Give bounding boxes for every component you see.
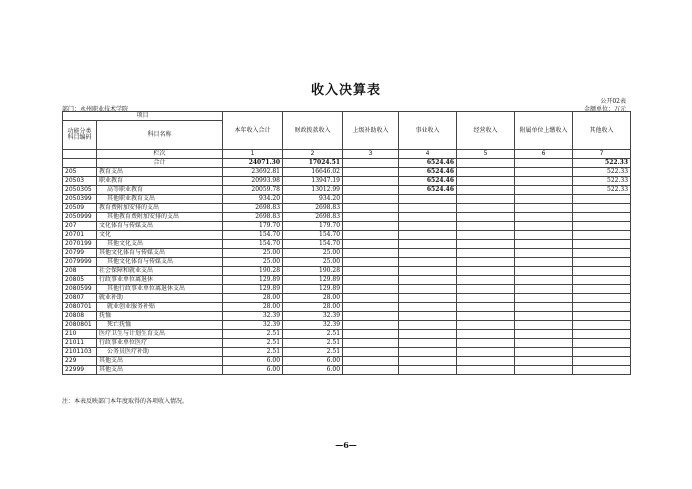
subject-name: 其他职业教育支出 [97, 195, 223, 204]
table-row [63, 321, 631, 330]
amount-cell [399, 195, 457, 204]
amount-cell [457, 186, 515, 195]
amount-cell [515, 294, 573, 303]
amount-cell: 934.20 [283, 195, 343, 204]
amount-cell [457, 330, 515, 339]
subject-code: 2080801 [63, 321, 97, 330]
amount-cell [343, 321, 399, 330]
subject-name: 就业补助 [97, 294, 223, 303]
total-cell: 17024.51 [283, 159, 343, 168]
amount-cell [573, 258, 631, 267]
amount-cell [399, 204, 457, 213]
amount-cell: 2.51 [283, 330, 343, 339]
amount-cell [457, 294, 515, 303]
amount-cell: 2.51 [223, 330, 283, 339]
amount-cell: 179.70 [283, 222, 343, 231]
amount-cell [343, 213, 399, 222]
subject-code: 20799 [63, 249, 97, 258]
table-row [63, 258, 631, 267]
table-row [63, 186, 631, 195]
subject-code: 2050999 [63, 213, 97, 222]
amount-cell: 20993.98 [223, 177, 283, 186]
subject-code: 205 [63, 168, 97, 177]
amount-cell: 6.00 [283, 357, 343, 366]
subject-code: 2079999 [63, 258, 97, 267]
amount-cell [515, 348, 573, 357]
amount-cell [457, 240, 515, 249]
amount-cell [399, 267, 457, 276]
unit-label: 金额单位：万元 [583, 106, 626, 113]
page-title: 收入决算表 [310, 83, 381, 98]
amount-cell [573, 303, 631, 312]
amount-cell [399, 249, 457, 258]
amount-cell: 6524.46 [399, 168, 457, 177]
amount-cell [457, 213, 515, 222]
amount-cell [399, 366, 457, 375]
amount-cell: 28.00 [223, 294, 283, 303]
amount-cell [515, 240, 573, 249]
amount-cell [399, 330, 457, 339]
table-row [63, 366, 631, 375]
amount-cell [457, 177, 515, 186]
amount-cell: 934.20 [223, 195, 283, 204]
amount-cell [343, 267, 399, 276]
table-row [63, 294, 631, 303]
amount-cell: 179.70 [223, 222, 283, 231]
amount-cell: 2.51 [283, 339, 343, 348]
amount-cell [573, 339, 631, 348]
amount-cell [515, 177, 573, 186]
amount-cell [515, 258, 573, 267]
amount-cell: 25.00 [283, 258, 343, 267]
table-row [63, 312, 631, 321]
amount-cell: 129.89 [223, 285, 283, 294]
amount-cell [573, 285, 631, 294]
table-row [63, 213, 631, 222]
amount-cell: 2698.83 [283, 213, 343, 222]
amount-cell [515, 366, 573, 375]
amount-cell [399, 258, 457, 267]
amount-cell [515, 312, 573, 321]
amount-cell [399, 303, 457, 312]
total-cell [457, 159, 515, 168]
amount-cell: 129.89 [283, 276, 343, 285]
table-row [63, 339, 631, 348]
amount-cell [573, 348, 631, 357]
amount-cell [515, 213, 573, 222]
amount-cell [343, 348, 399, 357]
subject-name: 就业创业服务补贴 [97, 303, 223, 312]
col-header: 其他收入 [573, 112, 631, 150]
amount-cell [515, 276, 573, 285]
amount-cell: 13012.99 [283, 186, 343, 195]
amount-cell: 154.70 [283, 240, 343, 249]
subject-code: 2050399 [63, 195, 97, 204]
amount-cell [457, 276, 515, 285]
subject-name: 教育支出 [97, 168, 223, 177]
amount-cell: 32.39 [223, 312, 283, 321]
table-row [63, 195, 631, 204]
amount-cell [343, 276, 399, 285]
amount-cell [399, 357, 457, 366]
amount-cell: 522.33 [573, 168, 631, 177]
amount-cell: 6524.46 [399, 186, 457, 195]
amount-cell: 2.51 [283, 348, 343, 357]
amount-cell [343, 285, 399, 294]
subject-name: 死亡抚恤 [97, 321, 223, 330]
amount-cell: 2.51 [223, 339, 283, 348]
amount-cell [343, 258, 399, 267]
table-row [63, 276, 631, 285]
amount-cell [457, 258, 515, 267]
amount-cell [573, 321, 631, 330]
amount-cell [515, 186, 573, 195]
amount-cell: 2.51 [223, 348, 283, 357]
amount-cell [573, 249, 631, 258]
subject-code: 20503 [63, 177, 97, 186]
subject-name: 公务员医疗补助 [97, 348, 223, 357]
amount-cell: 13947.19 [283, 177, 343, 186]
amount-cell [457, 357, 515, 366]
subject-code: 2080599 [63, 285, 97, 294]
subject-code: 20808 [63, 312, 97, 321]
amount-cell [343, 168, 399, 177]
project-header: 项目 [63, 112, 223, 121]
lanci-num: 4 [399, 150, 457, 159]
subject-name: 医疗卫生与计划生育支出 [97, 330, 223, 339]
amount-cell [399, 222, 457, 231]
amount-cell [399, 294, 457, 303]
subject-code: 22999 [63, 366, 97, 375]
amount-cell [515, 249, 573, 258]
subject-name: 其他支出 [97, 357, 223, 366]
amount-cell: 25.00 [223, 249, 283, 258]
table-row [63, 231, 631, 240]
amount-cell [515, 303, 573, 312]
col-header: 附属单位上缴收入 [515, 112, 573, 150]
subject-name: 其他文化体育与传媒支出 [97, 258, 223, 267]
subject-name: 文化体育与传媒支出 [97, 222, 223, 231]
income-table [62, 111, 631, 375]
amount-cell [515, 339, 573, 348]
amount-cell [457, 303, 515, 312]
amount-cell: 25.00 [223, 258, 283, 267]
subject-name: 其他教育费附加安排的支出 [97, 213, 223, 222]
amount-cell [573, 294, 631, 303]
page-number: —6— [335, 440, 357, 450]
subject-name: 文化 [97, 231, 223, 240]
amount-cell [457, 204, 515, 213]
amount-cell: 32.39 [283, 321, 343, 330]
amount-cell: 16646.02 [283, 168, 343, 177]
amount-cell [399, 240, 457, 249]
table-row [63, 330, 631, 339]
amount-cell: 2698.83 [223, 204, 283, 213]
amount-cell [515, 285, 573, 294]
amount-cell [515, 231, 573, 240]
subject-code: 207 [63, 222, 97, 231]
footnote: 注：本表反映部门本年度取得的各项收入情况。 [62, 398, 189, 405]
amount-cell [343, 195, 399, 204]
amount-cell [515, 168, 573, 177]
col-header: 事业收入 [399, 112, 457, 150]
lanci-num: 6 [515, 150, 573, 159]
subject-code: 2070199 [63, 240, 97, 249]
total-cell: 522.33 [573, 159, 631, 168]
amount-cell: 129.89 [283, 285, 343, 294]
amount-cell [515, 222, 573, 231]
total-cell: 6524.46 [399, 159, 457, 168]
subject-code: 20509 [63, 204, 97, 213]
amount-cell [573, 195, 631, 204]
amount-cell [457, 195, 515, 204]
lanci-num: 7 [573, 150, 631, 159]
amount-cell: 6.00 [223, 357, 283, 366]
amount-cell [399, 348, 457, 357]
amount-cell [343, 231, 399, 240]
amount-cell [343, 330, 399, 339]
amount-cell [343, 204, 399, 213]
amount-cell [457, 348, 515, 357]
subject-name: 教育费附加安排的支出 [97, 204, 223, 213]
amount-cell [457, 168, 515, 177]
amount-cell: 32.39 [223, 321, 283, 330]
department-label: 部门：永州职业技术学院 [62, 106, 129, 113]
subject-code: 20805 [63, 276, 97, 285]
table-row [63, 168, 631, 177]
amount-cell: 154.70 [223, 240, 283, 249]
amount-cell: 28.00 [283, 294, 343, 303]
amount-cell [457, 312, 515, 321]
amount-cell [457, 231, 515, 240]
lanci-num: 5 [457, 150, 515, 159]
amount-cell [457, 339, 515, 348]
lanci-num: 1 [223, 150, 283, 159]
amount-cell [343, 357, 399, 366]
amount-cell [343, 339, 399, 348]
amount-cell [515, 267, 573, 276]
subject-name-header: 科目名称 [97, 121, 223, 150]
func-code-header: 功能分类 科目编码 [63, 121, 97, 150]
amount-cell [573, 267, 631, 276]
subject-name: 职业教育 [97, 177, 223, 186]
amount-cell: 28.00 [223, 303, 283, 312]
amount-cell [343, 240, 399, 249]
amount-cell [343, 186, 399, 195]
amount-cell: 20059.78 [223, 186, 283, 195]
subject-code: 208 [63, 267, 97, 276]
amount-cell [343, 249, 399, 258]
amount-cell [457, 249, 515, 258]
amount-cell [399, 213, 457, 222]
amount-cell: 28.00 [283, 303, 343, 312]
table-row [63, 285, 631, 294]
table-row [63, 240, 631, 249]
amount-cell [399, 231, 457, 240]
amount-cell [515, 321, 573, 330]
header-row-project [63, 112, 631, 121]
amount-cell: 190.28 [223, 267, 283, 276]
amount-cell: 190.28 [283, 267, 343, 276]
amount-cell: 6.00 [223, 366, 283, 375]
amount-cell: 6524.46 [399, 177, 457, 186]
amount-cell [573, 204, 631, 213]
subject-code: 2101103 [63, 348, 97, 357]
amount-cell [573, 366, 631, 375]
col-header: 上级补助收入 [343, 112, 399, 150]
subject-code: 20701 [63, 231, 97, 240]
amount-cell [399, 285, 457, 294]
subject-name: 其他文化体育与传媒支出 [97, 249, 223, 258]
amount-cell [515, 204, 573, 213]
amount-cell [399, 339, 457, 348]
table-row [63, 303, 631, 312]
amount-cell: 129.89 [223, 276, 283, 285]
amount-cell [343, 303, 399, 312]
amount-cell [573, 231, 631, 240]
amount-cell [343, 312, 399, 321]
subject-code: 20807 [63, 294, 97, 303]
lanci-label: 栏次 [97, 150, 223, 159]
total-cell [343, 159, 399, 168]
amount-cell [573, 276, 631, 285]
table-row [63, 348, 631, 357]
amount-cell [515, 357, 573, 366]
subject-name: 其他行政事业单位离退休支出 [97, 285, 223, 294]
lanci-row [63, 150, 631, 159]
amount-cell [515, 330, 573, 339]
amount-cell: 32.39 [283, 312, 343, 321]
amount-cell: 522.33 [573, 177, 631, 186]
amount-cell: 25.00 [283, 249, 343, 258]
amount-cell [399, 312, 457, 321]
total-cell [515, 159, 573, 168]
amount-cell [399, 276, 457, 285]
amount-cell [457, 285, 515, 294]
amount-cell: 154.70 [283, 231, 343, 240]
subject-code: 229 [63, 357, 97, 366]
amount-cell [573, 357, 631, 366]
amount-cell [343, 222, 399, 231]
lanci-num: 2 [283, 150, 343, 159]
subject-code: 2080701 [63, 303, 97, 312]
table-row [63, 222, 631, 231]
amount-cell [343, 294, 399, 303]
table-row [63, 204, 631, 213]
subject-name: 其他支出 [97, 366, 223, 375]
amount-cell: 2698.83 [223, 213, 283, 222]
subject-code: 2050305 [63, 186, 97, 195]
amount-cell: 6.00 [283, 366, 343, 375]
subject-name: 其他文化支出 [97, 240, 223, 249]
table-row [63, 177, 631, 186]
amount-cell [457, 366, 515, 375]
table-code: 公开02表 [600, 98, 626, 105]
subject-name: 抚恤 [97, 312, 223, 321]
amount-cell [343, 366, 399, 375]
col-header: 财政拨款收入 [283, 112, 343, 150]
subject-name: 行政事业单位离退休 [97, 276, 223, 285]
subject-name: 行政事业单位医疗 [97, 339, 223, 348]
table-row [63, 357, 631, 366]
amount-cell [573, 330, 631, 339]
amount-cell [573, 312, 631, 321]
subject-name: 社会保障和就业支出 [97, 267, 223, 276]
amount-cell: 23692.81 [223, 168, 283, 177]
amount-cell: 154.70 [223, 231, 283, 240]
amount-cell [573, 213, 631, 222]
amount-cell: 2698.83 [283, 204, 343, 213]
amount-cell: 522.33 [573, 186, 631, 195]
subject-name: 高等职业教育 [97, 186, 223, 195]
amount-cell [573, 240, 631, 249]
subject-code: 21011 [63, 339, 97, 348]
table-row [63, 249, 631, 258]
lanci-num: 3 [343, 150, 399, 159]
total-row [63, 159, 631, 168]
total-label: 合计 [97, 159, 223, 168]
subject-code: 210 [63, 330, 97, 339]
amount-cell [457, 267, 515, 276]
amount-cell [573, 222, 631, 231]
amount-cell [399, 321, 457, 330]
amount-cell [515, 195, 573, 204]
col-header: 本年收入合计 [223, 112, 283, 150]
amount-cell [457, 321, 515, 330]
col-header: 经营收入 [457, 112, 515, 150]
total-cell: 24071.30 [223, 159, 283, 168]
amount-cell [457, 222, 515, 231]
table-row [63, 267, 631, 276]
amount-cell [343, 177, 399, 186]
